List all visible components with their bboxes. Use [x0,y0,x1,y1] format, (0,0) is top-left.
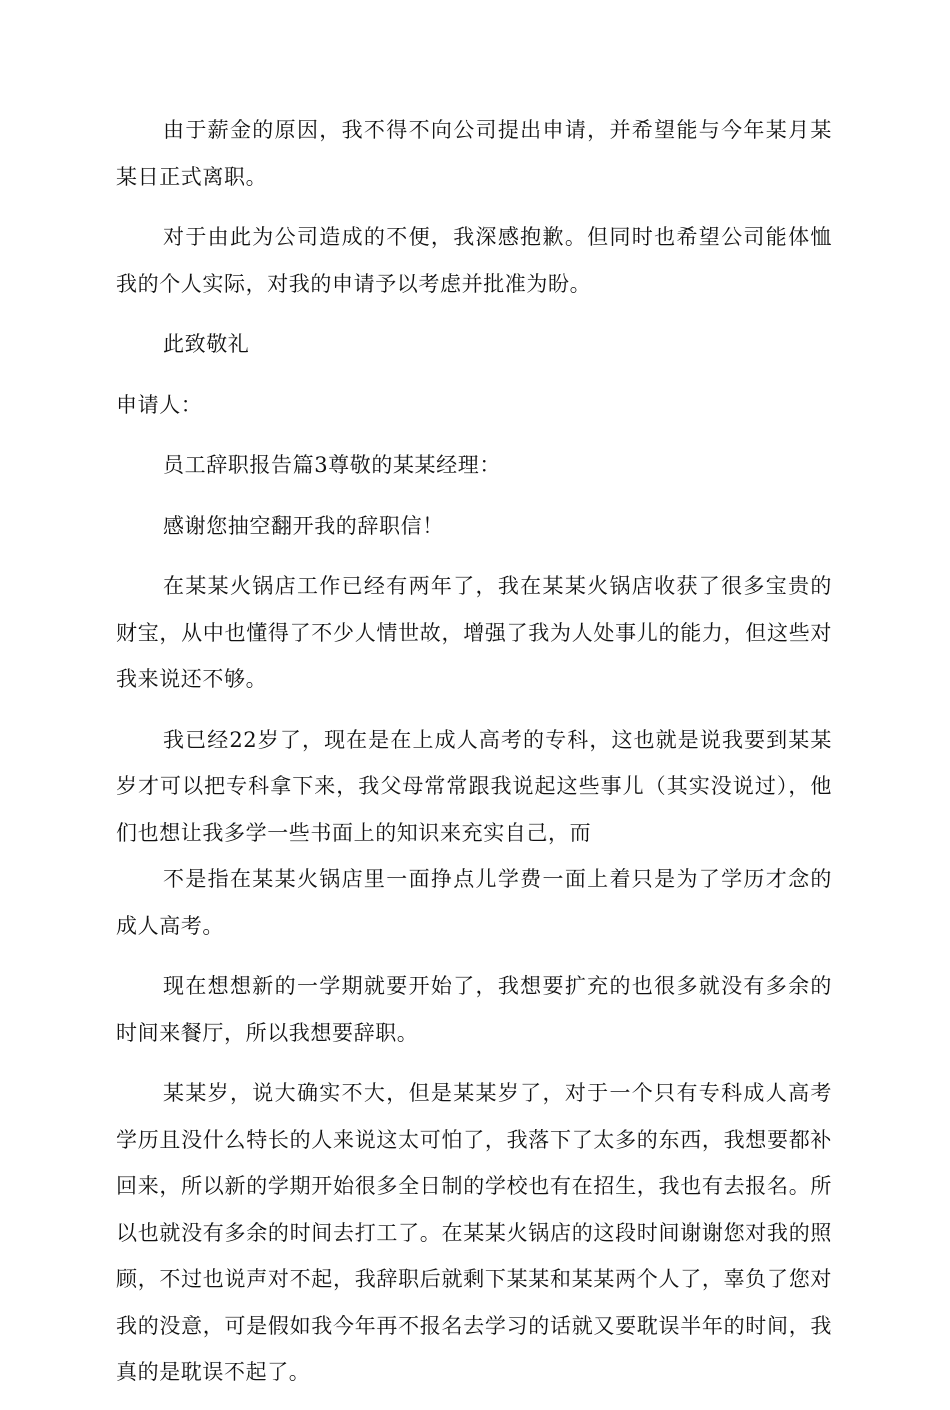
paragraph-closing-salutation: 此致敬礼 [163,332,250,356]
paragraph-reasons-detail: 某某岁，说大确实不大，但是某某岁了，对于一个只有专科成人高考学历且没什么特长的人来说这太可怕了，我落下了太多的东西，我想要都补回来，所以新的学期开始很多全日制的学校也有在招生，我也有去报名。所以也就没有多余的时间去打工了。在某某火锅店的这段时间谢谢您对我的照顾，不过也说声对不起，我辞职后就剩下某某和某某两个人了，辜负了您对我的没意，可是假如我今年再不报名去学习的话就又要耽误半年的时间，我真的是耽误不起了。 [116,1081,832,1384]
paragraph-thanks: 感谢您抽空翻开我的辞职信！ [163,513,444,538]
paragraph-work-experience: 在某某火锅店工作已经有两年了，我在某某火锅店收获了很多宝贵的财宝，从中也懂得了不少人情世故，增强了我为人处事儿的能力，但这些对我来说还不够。 [116,574,832,691]
paragraph-salary-reason: 由于薪金的原因，我不得不向公司提出申请，并希望能与今年某月某某日正式离职。 [116,118,832,189]
paragraph-age-study: 我已经22岁了，现在是在上成人高考的专科，这也就是说我要到某某岁才可以把专科拿下来，我父母常常跟我说起这些事儿（其实没说过），他们也想让我多学一些书面上的知识来充实自己，而 [116,727,832,845]
paragraph-apology: 对于由此为公司造成的不便，我深感抱歉。但同时也希望公司能体恤我的个人实际，对我的申请予以考虑并批准为盼。 [116,225,832,296]
paragraph-new-semester: 现在想想新的一学期就要开始了，我想要扩充的也很多就没有多余的时间来餐厅，所以我想要辞职。 [116,974,832,1045]
paragraph-section-heading: 员工辞职报告篇3尊敬的某某经理： [163,453,501,477]
paragraph-continuation: 不是指在某某火锅店里一面挣点儿学费一面上着只是为了学历才念的成人高考。 [116,867,832,938]
paragraph-applicant: 申请人： [116,392,203,417]
document-page [116,107,832,1410]
